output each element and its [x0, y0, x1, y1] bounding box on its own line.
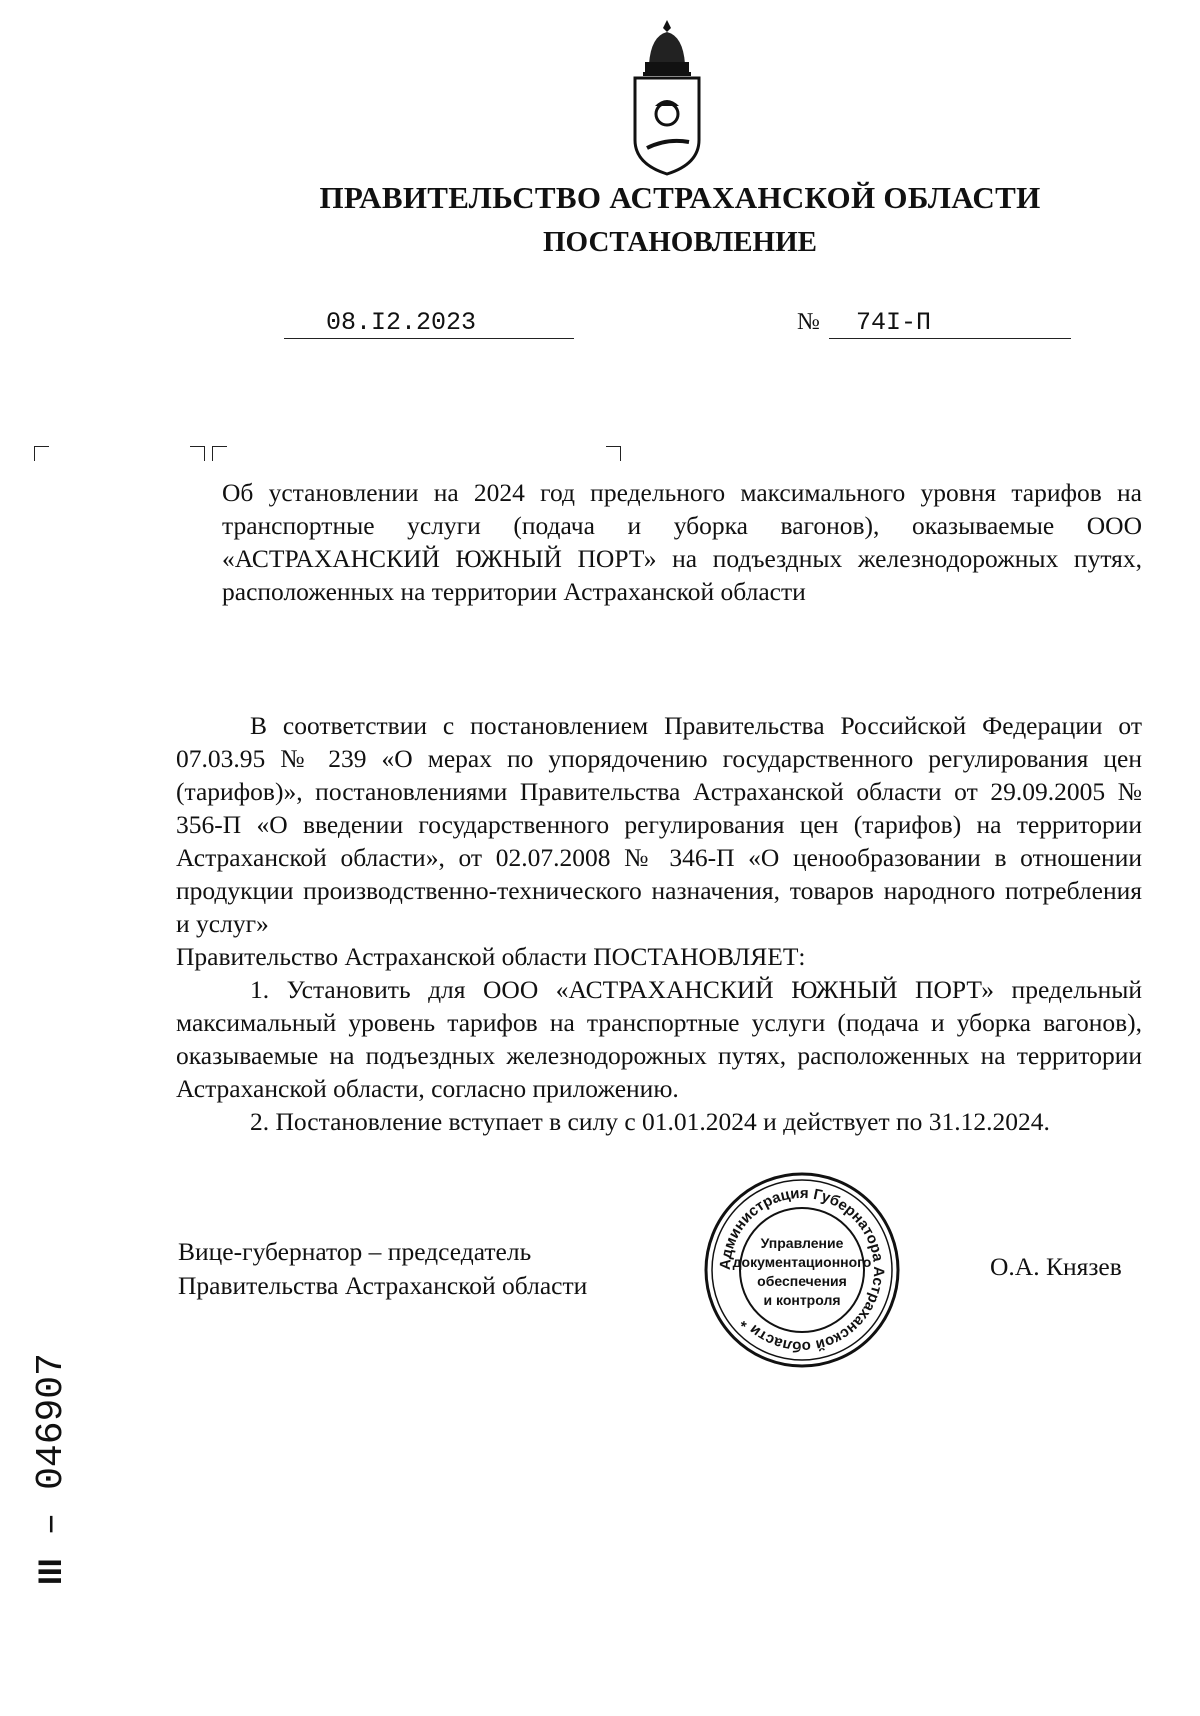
official-stamp	[702, 1170, 902, 1370]
document-body	[176, 709, 1142, 1138]
signatory-role-line2: Правительства Астраханской области	[178, 1271, 588, 1300]
date-underline	[284, 338, 574, 339]
side-serial-number	[22, 1353, 78, 1585]
stamp-center-line1: Управление	[760, 1235, 844, 1251]
signatory-name: О.А. Князев	[990, 1252, 1122, 1281]
coat-of-arms-icon	[629, 18, 705, 178]
corner-mark	[190, 446, 205, 461]
signatory-role-line1: Вице-губернатор – председатель	[178, 1237, 532, 1266]
stamp-center-line4: и контроля	[763, 1292, 841, 1308]
stamp-center-line2: документационного	[732, 1254, 872, 1270]
preamble-paragraph: В соответствии с постановлением Правительства Российской Федерации от 07.03.95 № 239 «О мерах по упорядочению государственного регулирования цен (тарифов)», постановлениями Правительства Астраханской области от 29.09.2005 № 356-П «О введении государственного регулирования цен (тарифов) на территории Астраханской области», от 02.07.2008 № 346-П «О ценообразовании в отношении продукции производственно-технического назначения, товаров народного потребления и услуг»	[176, 711, 1142, 938]
stamp-center-line3: обеспечения	[757, 1273, 847, 1289]
resolve-line: Правительство Астраханской области ПОСТАНОВЛЯЕТ:	[176, 942, 806, 971]
document-type: ПОСТАНОВЛЕНИЕ	[542, 226, 817, 258]
serial-prefix: III	[32, 1558, 68, 1585]
document-subject: Об установлении на 2024 год предельного максимального уровня тарифов на транспортные услуги (подача и уборка вагонов), оказываемые ООО «АСТРАХАНСКИЙ ЮЖНЫЙ ПОРТ» на подъездных железнодорожных путях, расположенных на территории Астраханской области	[222, 478, 1142, 606]
document-number: 74I-П	[856, 308, 932, 337]
number-label: №	[797, 309, 820, 335]
item-2: 2. Постановление вступает в силу с 01.01.2024 и действует по 31.12.2024.	[250, 1107, 1050, 1136]
corner-mark	[606, 446, 621, 461]
number-underline	[829, 338, 1071, 339]
svg-text:Администрация Губернатора Астр	[717, 1185, 887, 1355]
government-title: ПРАВИТЕЛЬСТВО АСТРАХАНСКОЙ ОБЛАСТИ	[319, 180, 1041, 215]
stamp-ring-text: Администрация Губернатора Астраханской области *	[716, 1184, 888, 1356]
corner-mark	[34, 446, 49, 461]
document-date: 08.I2.2023	[326, 308, 477, 337]
serial-number: – 046907	[30, 1353, 73, 1559]
item-1: 1. Установить для ООО «АСТРАХАНСКИЙ ЮЖНЫЙ ПОРТ» предельный максимальный уровень тарифов на транспортные услуги (подача и уборка вагонов), оказываемые на подъездных железнодорожных путях, расположенных на территории Астраханской области, согласно приложению.	[176, 975, 1142, 1103]
signatory-role	[178, 1235, 587, 1303]
corner-mark	[212, 446, 227, 461]
